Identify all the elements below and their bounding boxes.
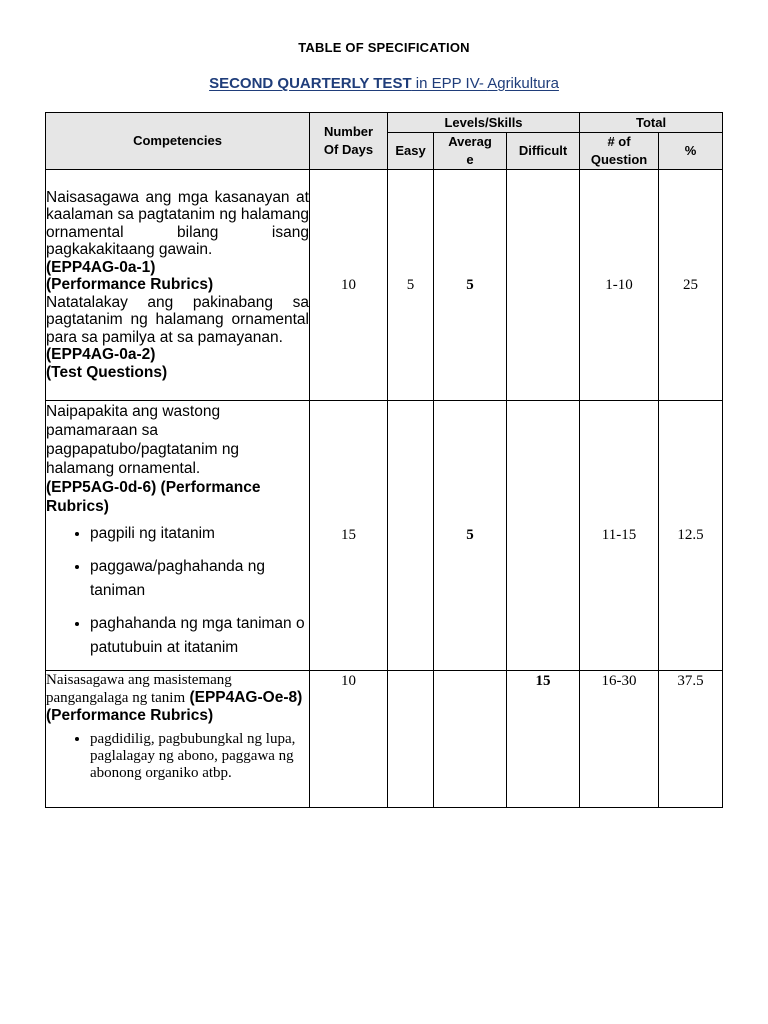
header-row-1: [46, 113, 723, 133]
header-questions-line1: # of: [607, 134, 631, 149]
header-percent: %: [659, 133, 723, 170]
difficult-value: [507, 170, 580, 401]
header-questions-line2: Question: [590, 152, 648, 167]
table-row: [46, 401, 723, 671]
easy-value: [388, 401, 434, 671]
difficult-value: 15: [507, 671, 580, 808]
competency-cell: [46, 170, 310, 401]
days-value: 15: [310, 401, 388, 671]
table-row: [46, 671, 723, 808]
header-average-line2: e: [466, 152, 474, 167]
table-row: [46, 170, 723, 401]
competency-text: Naisasagawa ang masistemang pangangalaga ng tanim: [46, 672, 232, 706]
days-value: 10: [310, 671, 388, 808]
header-number-of-days: [310, 113, 388, 170]
header-days-line2: Of Days: [323, 142, 374, 157]
header-difficult: Difficult: [507, 133, 580, 170]
specification-table: [45, 112, 723, 808]
competency-description: [46, 671, 309, 725]
header-days-line1: Number: [323, 124, 374, 139]
header-competencies: Competencies: [46, 113, 310, 170]
header-easy: Easy: [388, 133, 434, 170]
days-value: 10: [310, 170, 388, 401]
competency-cell: [46, 671, 310, 808]
percent-value: 12.5: [659, 401, 723, 671]
competency-code: (EPP5AG-0d-6) (Performance Rubrics): [46, 479, 261, 515]
average-value: 5: [434, 170, 507, 401]
competency-cell: [46, 401, 310, 671]
question-range: 16-30: [580, 671, 659, 808]
average-value: [434, 671, 507, 808]
competency-code: (EPP4AG-0a-1): [46, 258, 156, 276]
header-average-line1: Averag: [448, 134, 492, 149]
bullet-list: [46, 522, 309, 660]
assessment-type: (Performance Rubrics): [46, 276, 214, 294]
average-value: 5: [434, 401, 507, 671]
question-range: 1-10: [580, 170, 659, 401]
document-subtitle: [0, 75, 768, 92]
assessment-type: (Test Questions): [46, 363, 168, 381]
competency-code: (EPP4AG-0a-2): [46, 346, 156, 364]
easy-value: 5: [388, 170, 434, 401]
document-title: TABLE OF SPECIFICATION: [298, 40, 470, 55]
list-item: • pagdidilig, pagbubungkal ng lupa, paglalagay ng abono, paggawa ng abonong organiko atbp.: [90, 731, 309, 782]
subtitle-area: Agrikultura: [487, 75, 559, 92]
header-total: Total: [580, 113, 723, 133]
percent-value: 25: [659, 170, 723, 401]
competency-text: Natatalakay ang pakinabang sa pagtatanim ng halamang ornamental para sa pamilya at sa pamayanan.: [46, 293, 309, 346]
competency-code: (EPP4AG-Oe-8) (Performance Rubrics): [46, 689, 303, 724]
difficult-value: [507, 401, 580, 671]
header-average: [434, 133, 507, 170]
header-levels-skills: Levels/Skills: [388, 113, 580, 133]
competency-text: Naipapakita ang wastong pamamaraan sa pagpapatubo/pagtatanim ng halamang ornamental.: [46, 403, 240, 477]
subtitle-test-name: SECOND QUARTERLY TEST: [209, 75, 412, 92]
list-item: • pagpili ng itatanim: [90, 522, 309, 546]
bullet-list: [46, 731, 309, 782]
easy-value: [388, 671, 434, 808]
percent-value: 37.5: [659, 671, 723, 808]
question-range: 11-15: [580, 401, 659, 671]
list-item: • paggawa/paghahanda ng taniman: [90, 555, 309, 603]
subtitle-subject: in EPP IV-: [411, 75, 488, 92]
header-num-questions: [580, 133, 659, 170]
competency-text: Naisasagawa ang mga kasanayan at kaalaman sa pagtatanim ng halamang ornamental bilang isang pagkakakitaang gawain.: [46, 188, 309, 259]
list-item: • paghahanda ng mga taniman o patutubuin at itatanim: [90, 612, 309, 660]
